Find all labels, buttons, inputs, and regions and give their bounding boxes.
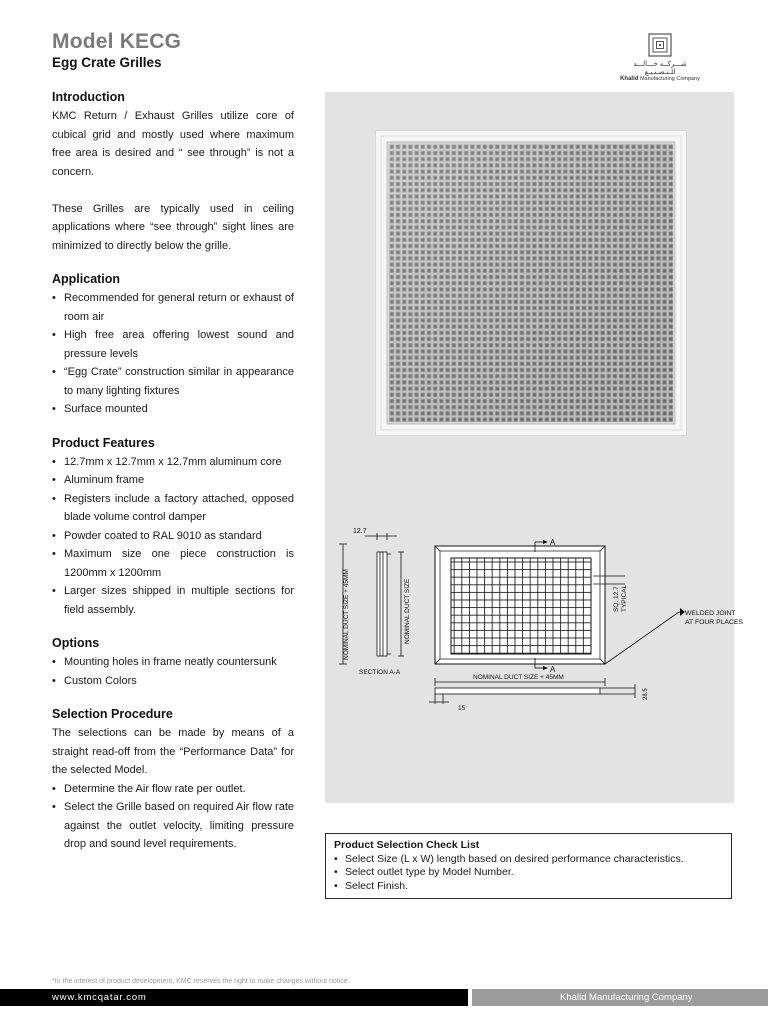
introduction-paragraph-1: KMC Return / Exhaust Grilles utilize core of cubical grid and mostly used where maximum free area is desired and “ see through” is not a concern.	[52, 110, 294, 178]
content-column	[52, 89, 294, 854]
weld-label-2: AT FOUR PLACES	[685, 619, 743, 626]
selection-list	[52, 780, 294, 854]
checklist-list	[334, 853, 731, 894]
product-selection-checklist	[325, 833, 732, 899]
options-list	[52, 653, 294, 690]
list-item: • Maximum size one piece construction is 1200mm x 1200mm	[52, 545, 294, 582]
list-item: • Mounting holes in frame neatly countersunk	[52, 653, 294, 672]
list-item: • Recommended for general return or exhaust of room air	[52, 289, 294, 326]
features-list	[52, 453, 294, 620]
list-item: • Powder coated to RAL 9010 as standard	[52, 527, 294, 546]
checklist-title: Product Selection Check List	[334, 839, 480, 851]
list-item: • High free area offering lowest sound and pressure levels	[52, 326, 294, 363]
list-item: • Surface mounted	[52, 400, 294, 419]
footer-website[interactable]: www.kmcqatar.com	[0, 989, 468, 1006]
typical-dim-label: SQ. 12.7	[613, 586, 620, 612]
egg-crate-grille-image	[376, 131, 686, 435]
footer-company: Khalid Manufacturing Company	[472, 989, 768, 1006]
page-subtitle: Egg Crate Grilles	[52, 55, 162, 70]
logo-arabic-text: شـــركــة خـــالـــد للـتـصـنـيـع	[633, 61, 687, 76]
list-item: • Aluminum frame	[52, 471, 294, 490]
options-heading: Options	[52, 636, 100, 650]
list-item: • Determine the Air flow rate per outlet.	[52, 780, 294, 799]
grille-photo	[375, 130, 687, 436]
application-list	[52, 289, 294, 419]
image-panel	[325, 92, 743, 803]
section-marker-bottom: A	[550, 665, 556, 674]
typical-dim-label-2: TYPICAL	[621, 584, 628, 612]
list-item: • Select the Grille based on required Air flow rate against the outlet velocity, limiting pressure drop and sound level requirements.	[52, 798, 294, 854]
logo-company-name: Khalid Manufacturing Company	[620, 76, 700, 82]
side-label-inner: NOMINAL DUCT SIZE	[404, 578, 411, 644]
features-heading: Product Features	[52, 435, 155, 450]
dim-28: 28.5	[643, 688, 649, 700]
application-heading: Application	[52, 272, 121, 286]
list-item: • Select Finish.	[334, 880, 731, 894]
selection-heading: Selection Procedure	[52, 707, 173, 721]
list-item: • Select Size (L x W) length based on desired performance characteristics.	[334, 853, 731, 867]
dim-12-7: 12.7	[353, 528, 367, 535]
list-item: • 12.7mm x 12.7mm x 12.7mm aluminum core	[52, 453, 294, 472]
list-item: • Registers include a factory attached, opposed blade volume control damper	[52, 490, 294, 527]
list-item: • Custom Colors	[52, 672, 294, 691]
dim-15: 15	[458, 705, 466, 712]
footer-disclaimer: *In the interest of product development, KMC reserves the right to make changes without notice.	[52, 978, 350, 985]
selection-paragraph: The selections can be made by means of a straight read-off from the “Performance Data” for the selected Model.	[52, 727, 294, 776]
list-item: • Select outlet type by Model Number.	[334, 866, 731, 880]
introduction-paragraph-2: These Grilles are typically used in ceiling applications where “see through” sight lines are minimized to directly below the grille.	[52, 202, 294, 252]
list-item: • “Egg Crate” construction similar in appearance to many lighting fixtures	[52, 363, 294, 400]
section-marker-top: A	[550, 538, 556, 547]
page-title: Model KECG	[52, 30, 182, 53]
section-label: SECTION A-A	[359, 669, 401, 676]
introduction-heading: Introduction	[52, 90, 125, 104]
list-item: • Larger sizes shipped in multiple sections for field assembly.	[52, 582, 294, 619]
technical-drawing	[325, 524, 743, 712]
company-logo	[618, 33, 702, 82]
logo-square-icon	[648, 33, 672, 57]
weld-label-1: WELDED JOINT	[685, 610, 736, 617]
side-label-outer: NOMINAL DUCT SIZE + 45MM	[343, 569, 350, 660]
bottom-dim-label: NOMINAL DUCT SIZE + 45MM	[473, 674, 564, 681]
